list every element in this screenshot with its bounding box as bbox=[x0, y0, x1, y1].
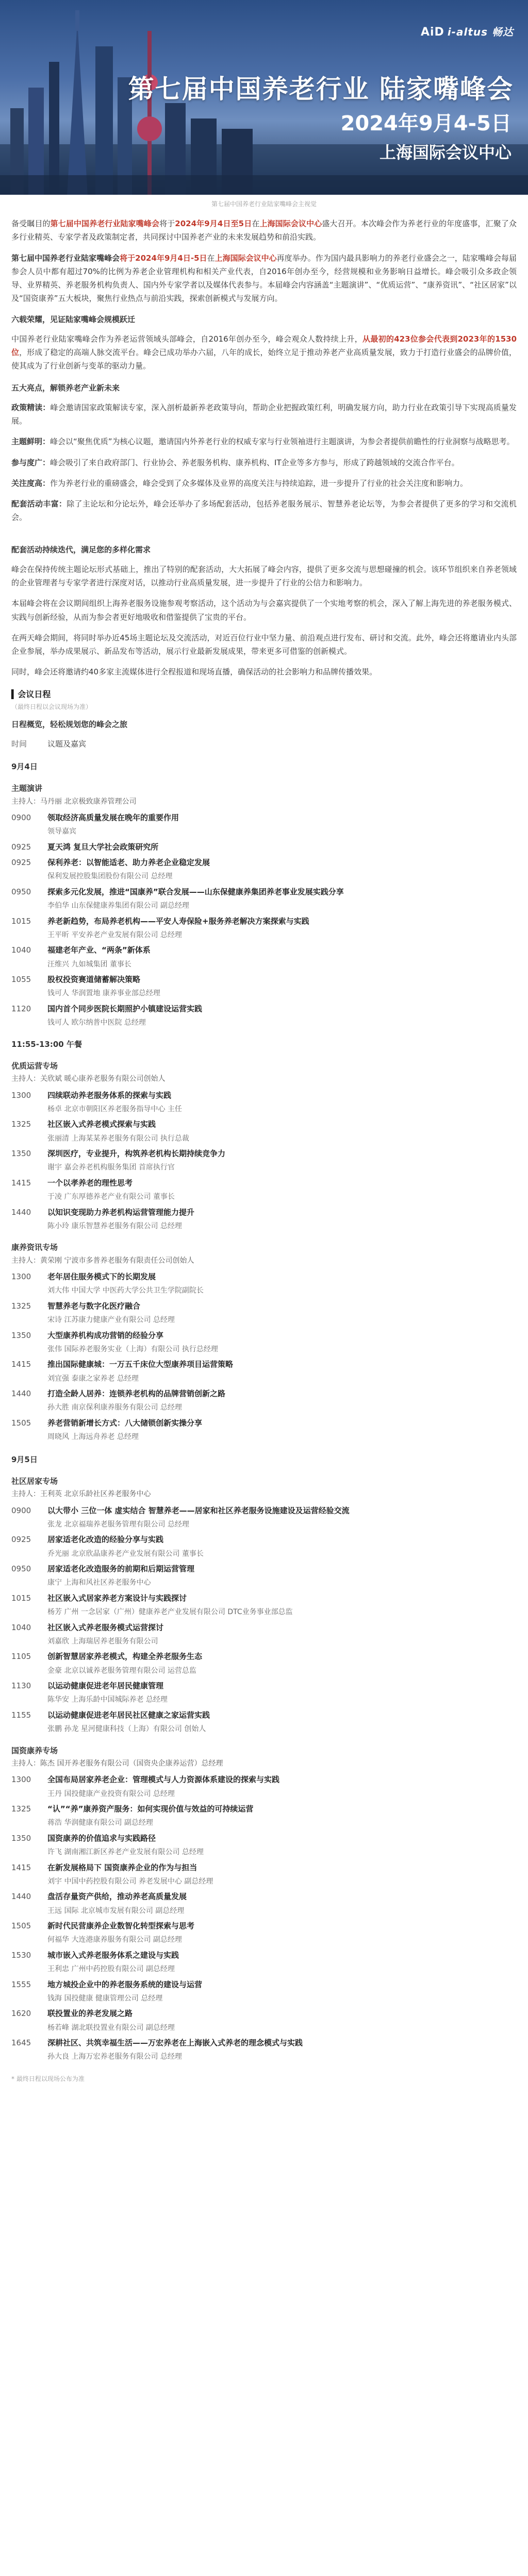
schedule-row: 0900 以大带小 三位一体 虚实结合 智慧养老——居家和社区养老服务设施建设及运营经验交流 张龙 北京福瑞养老服务管理有限公司 总经理 bbox=[11, 1505, 350, 1529]
break-label: 11:55-13:00 午餐 bbox=[11, 1039, 82, 1049]
scale-paragraph: 中国养老行业陆家嘴峰会作为养老运营领域头部峰会，自2016年创办至今，峰会观众人数持续上升，从最初的423位参会代表到2023年的1530位，形成了稳定的高端人脉交流平台。峰会已成功举办六届，八年的成长，始终立足于推动养老产业高质量发展，致力于打造行业盛会的品牌价值，使其成为了行业创新与变革的驱动力量。 bbox=[11, 334, 517, 371]
intro-paragraph: 备受瞩目的第七届中国养老行业陆家嘴峰会将于2024年9月4日至5日在上海国际会议中心盛大召开。本次峰会作为养老行业的年度盛事，汇聚了众多行业精英、专家学者及政策制定者，共同探讨中国养老产业的未来发展趋势和前沿实践。 bbox=[11, 219, 517, 242]
schedule-row: 1015 养老新趋势，布局养老机构——平安人寿保险+服务养老解决方案探索与实践 王平昕 平安养老产业发展有限公司 总经理 bbox=[11, 916, 309, 939]
schedule-row: 0925 夏天鸿 复旦大学社会政策研究所 bbox=[11, 842, 159, 852]
highlight-item: 关注度高：作为养老行业的重磅盛会，峰会受到了众多媒体及业界的高度关注与持续追踪，进一步提升了行业的社会关注度和影响力。 bbox=[11, 478, 468, 488]
schedule-row: 1300 四续联动养老服务体系的探索与实践 杨卓 北京市朝阳区养老服务指导中心 主任 bbox=[11, 1090, 182, 1113]
intro-paragraph: 第七届中国养老行业陆家嘴峰会将于2024年9月4日-5日在上海国际会议中心再度举办。作为国内最具影响力的养老行业盛会之一，陆家嘴峰会每届参会人员中都有超过70%的比例为养老企业管理机构和相关产业代表，自2016年创办至今，经营规模和业务影响日益增长。峰会吸引众多政企领导、业界精英、养老服务机构负责人、国内外专家学者以及媒体代表参与。本届峰会内容涵盖“主题演讲”、“优质运营”、“康养资讯”、“社区居家”以及“国资康养”五大板块，聚焦行业热点与前沿实践，探索创新模式与发展方向。 bbox=[11, 253, 517, 303]
brand-logo: AiD i-altus 畅达 bbox=[420, 26, 514, 39]
schedule-row: 1350 深圳医疗，专业提升，构筑养老机构长期持续竞争力 谢宇 嘉会养老机构服务集团 首席执行官 bbox=[11, 1149, 226, 1172]
session-host: 主持人：马丹丽 北京极致康养管理公司 bbox=[11, 797, 137, 806]
activities-paragraph: 峰会在保持传统主题论坛形式基础上，推出了特别的配套活动，大大拓展了峰会内容，提供了更多交流与思想碰撞的机会。该环节组织来自养老领域的企业管理者与专家学者进行深度对话，以推动行业高质量发展，进一步提升了行业的公信力和影响力。 bbox=[11, 564, 517, 587]
schedule-row: 1300 全国布局居家养老企业：管理模式与人力资源体系建设的探索与实践 王丹 国投健康产业投资有限公司 总经理 bbox=[11, 1775, 280, 1798]
highlight-item: 参与度广：峰会吸引了来自政府部门、行业协会、养老服务机构、康养机构、IT企业等多方参与，形成了跨越领域的交流合作平台。 bbox=[11, 457, 459, 467]
schedule-heading: ▍会议日程 bbox=[11, 689, 51, 699]
session-title: 优质运营专场 bbox=[11, 1061, 58, 1071]
session-title: 国资康养专场 bbox=[11, 1745, 58, 1755]
activities-section bbox=[11, 543, 517, 679]
schedule-row: 1350 大型康养机构成功营销的经验分享 张伟 国际养老服务实业（上海）有限公司 执行总经理 bbox=[11, 1330, 218, 1353]
image-caption: 第七届中国养老行业陆家嘴峰会主视觉 bbox=[211, 200, 317, 208]
schedule-row: 1440 以知识变现助力养老机构运营管理能力提升 陈小玲 康乐智慧养老服务有限公司 总经理 bbox=[11, 1207, 195, 1230]
schedule-row: 0925 居家适老化改造的经验分享与实践 乔光丽 北京欣晶康养老产业发展有限公司 董事长 bbox=[11, 1535, 204, 1558]
section-title: 五大亮点，解锁养老产业新未来 bbox=[11, 383, 120, 393]
schedule-row: 1555 地方城投企业中的养老服务系统的建设与运营 钱海 国投健康 健康管理公司 总经理 bbox=[11, 1979, 203, 2003]
schedule-note: （最终日程以会议现场为准） bbox=[11, 703, 92, 710]
schedule-header-row: 时间 议题及嘉宾 bbox=[11, 739, 87, 749]
highlight-item: 主题鲜明：峰会以“聚焦优质”为核心议题，邀请国内外养老行业的权威专家与行业领袖进行主题演讲，为参会者提供前瞻性的行业洞察与战略思考。 bbox=[11, 437, 515, 447]
session-host: 主持人：关欣斌 暖心康养老服务有限公司创始人 bbox=[11, 1075, 166, 1083]
schedule-row: 1415 一个以孝养老的理性思考 于凌 广东厚德养老产业有限公司 董事长 bbox=[11, 1178, 175, 1201]
schedule-footer: * 最终日程以现场公布为准 bbox=[11, 2075, 85, 2082]
highlight-item: 配套活动丰富：除了主论坛和分论坛外，峰会还举办了多场配套活动，包括养老服务展示、智慧养老论坛等，为参会者提供了更多的学习和交流机会。 bbox=[11, 499, 517, 522]
session-title: 康养资讯专场 bbox=[11, 1243, 58, 1252]
schedule-row: 1645 深耕社区、共筑幸福生活——万宏养老在上海嵌入式养老的理念模式与实践 孙大良 上海万宏养老服务有限公司 总经理 bbox=[11, 2038, 303, 2061]
schedule-row: 1530 城市嵌入式养老服务体系之建设与实践 王利忠 广州中药控股有限公司 副总经理 bbox=[11, 1950, 179, 1973]
schedule-row: 1015 社区嵌入式居家养老方案设计与实践探讨 杨芳 广州 一念居家（广州）健康养老产业发展有限公司 DTC业务事业部总监 bbox=[11, 1593, 293, 1616]
day-label: 9月4日 bbox=[11, 762, 38, 771]
section-title: 六载荣耀，见证陆家嘴峰会规模跃迁 bbox=[11, 314, 136, 324]
highlights-section bbox=[11, 381, 517, 524]
schedule-row: 1105 创新智慧居家养老模式，构建全养老服务生态 金豪 北京以诚养老服务管理有限公司 运营总监 bbox=[11, 1652, 203, 1675]
schedule-intro: 日程概览，轻松规划您的峰会之旅 bbox=[11, 719, 128, 729]
schedule-row: 1325 社区嵌入式养老模式探索与实践 张丽清 上海某某养老服务有限公司 执行总裁 bbox=[11, 1120, 189, 1143]
activities-paragraph: 同时，峰会还将邀请约40多家主流媒体进行全程报道和现场直播，确保活动的社会影响力和品牌传播效果。 bbox=[11, 667, 377, 677]
schedule-row: 1440 盘活存量资产供给，推动养老高质量发展 王远 国际 北京城市发展有限公司 副总经理 bbox=[11, 1892, 187, 1915]
session-title: 主题演讲 bbox=[11, 784, 43, 793]
schedule-row: 0925 保利养老：以智能适老、助力养老企业稳定发展 保利发展控股集团股份有限公司 总经理 bbox=[11, 858, 210, 881]
session-title: 社区居家专场 bbox=[11, 1476, 58, 1486]
schedule-row: 1440 打造全龄人居养：连锁养老机构的品牌营销创新之路 孙大胜 南京保利康养服务有限公司 总经理 bbox=[11, 1389, 226, 1412]
schedule-row: 1620 联投置业的养老发展之路 杨若峰 湖北联投置业有限公司 副总经理 bbox=[11, 2009, 175, 2032]
schedule-row: 1300 老年居住服务模式下的长期发展 刘大伟 中国大学 中医药大学公共卫生学院副院长 bbox=[11, 1272, 204, 1295]
schedule-row: 1120 国内首个同步医院长期照护小镇建设运营实践 钱可人 欧尔纳普中医院 总经理 bbox=[11, 1004, 203, 1027]
schedule-row: 1325 “认”“养”康养资产服务：如何实现价值与效益的可持续运营 蒋浩 华润健康有限公司 副总经理 bbox=[11, 1804, 254, 1827]
scale-section bbox=[11, 313, 517, 373]
section-title: 配套活动持续迭代，满足您的多样化需求 bbox=[11, 545, 151, 554]
day-label: 9月5日 bbox=[11, 1454, 38, 1464]
activities-paragraph: 本届峰会将在会议期间组织上海养老服务设施参观考察活动，这个活动为与会嘉宾提供了一个实地考察的机会，深入了解上海先进的养老服务模式、实践与创新经验，从而为参会者更好地吸收和借鉴提供了宝贵的平台。 bbox=[11, 599, 517, 622]
session-host: 主持人：黄荣刚 宁波市多普养老服务有限责任公司创始人 bbox=[11, 1256, 194, 1265]
schedule-row: 1350 国资康养的价值追求与实践路径 许飞 湖南湘江新区养老产业发展有限公司 总经理 bbox=[11, 1833, 204, 1856]
activities-paragraph: 在两天峰会期间，将同时举办近45场主题论坛及交流活动，对近百位行业中坚力量、前沿观点进行发布、研讨和交流。此外，峰会还将邀请业内头部企业参展，举办成果展示、新品发布等活动，展示行业最新发展成果，带来更多可借鉴的创新模式。 bbox=[11, 633, 517, 656]
schedule-row: 0950 探索多元化发展，推进“国康养”联合发展——山东保健康养集团养老事业发展实践分享 李伯华 山东保健康养集团有限公司 副总经理 bbox=[11, 887, 344, 910]
banner-date: 2024年9月4-5日 bbox=[340, 112, 512, 135]
schedule-row: 1155 以运动健康促进老年居民社区健康之家运营实践 张鹏 孙龙 星河健康科技（上海）有限公司 创始人 bbox=[11, 1710, 210, 1733]
schedule-row: 1325 智慧养老与数字化医疗融合 宋诗 江苏康力健康产业有限公司 总经理 bbox=[11, 1301, 175, 1324]
schedule-section bbox=[11, 687, 517, 2084]
schedule-row: 0900 领取经济高质量发展在晚年的重要作用 领导嘉宾 bbox=[11, 813, 179, 836]
banner-title: 第七届中国养老行业 陆家嘴峰会 bbox=[128, 74, 514, 104]
schedule-row: 1130 以运动健康促进老年居民健康管理 陈华安 上海乐龄中国城际养老 总经理 bbox=[11, 1681, 168, 1704]
schedule-row: 1505 新时代民营康养企业数智化转型探索与思考 何福华 大连港康养服务有限公司 副总经理 bbox=[11, 1921, 195, 1944]
schedule-row: 1040 福建老年产业、“两条”新体系 汪维兴 九如城集团 董事长 bbox=[11, 945, 151, 969]
schedule-row: 1040 社区嵌入式养老服务模式运营探讨 刘嘉欣 上海瑞居养老服务有限公司 bbox=[11, 1622, 164, 1646]
banner-venue: 上海国际会议中心 bbox=[379, 143, 512, 162]
article-body bbox=[0, 217, 528, 2084]
schedule-row: 1415 在新发展格局下 国资康养企业的作为与担当 刘宇 中国中药控股有限公司 养老发展中心 副总经理 bbox=[11, 1862, 213, 1886]
schedule-row: 1415 推出国际健康城：一万五千床位大型康养项目运营策略 刘宜强 泰康之家养老 总经理 bbox=[11, 1360, 234, 1383]
session-host: 主持人：王利英 北京乐龄社区养老服务中心 bbox=[11, 1490, 151, 1498]
schedule-row: 0950 居家适老化改造服务的前期和后期运营管理 康宁 上海和风社区养老服务中心 bbox=[11, 1564, 195, 1587]
schedule-row: 1505 养老营销新增长方式：八大储锁创新实操分享 周晓风 上海远舟养老 总经理 bbox=[11, 1418, 203, 1441]
session-host: 主持人：陈杰 国开养老服务有限公司（国资央企康养运营）总经理 bbox=[11, 1759, 223, 1768]
highlight-item: 政策精读：峰会邀请国家政策解读专家，深入剖析最新养老政策导向，帮助企业把握政策红利，明确发展方向，助力行业在政策引导下实现高质量发展。 bbox=[11, 402, 517, 426]
schedule-row: 1055 股权投资赛道储蓄解决策略 钱可人 华润置地 康养事业部总经理 bbox=[11, 975, 160, 998]
hero-banner bbox=[0, 0, 528, 195]
